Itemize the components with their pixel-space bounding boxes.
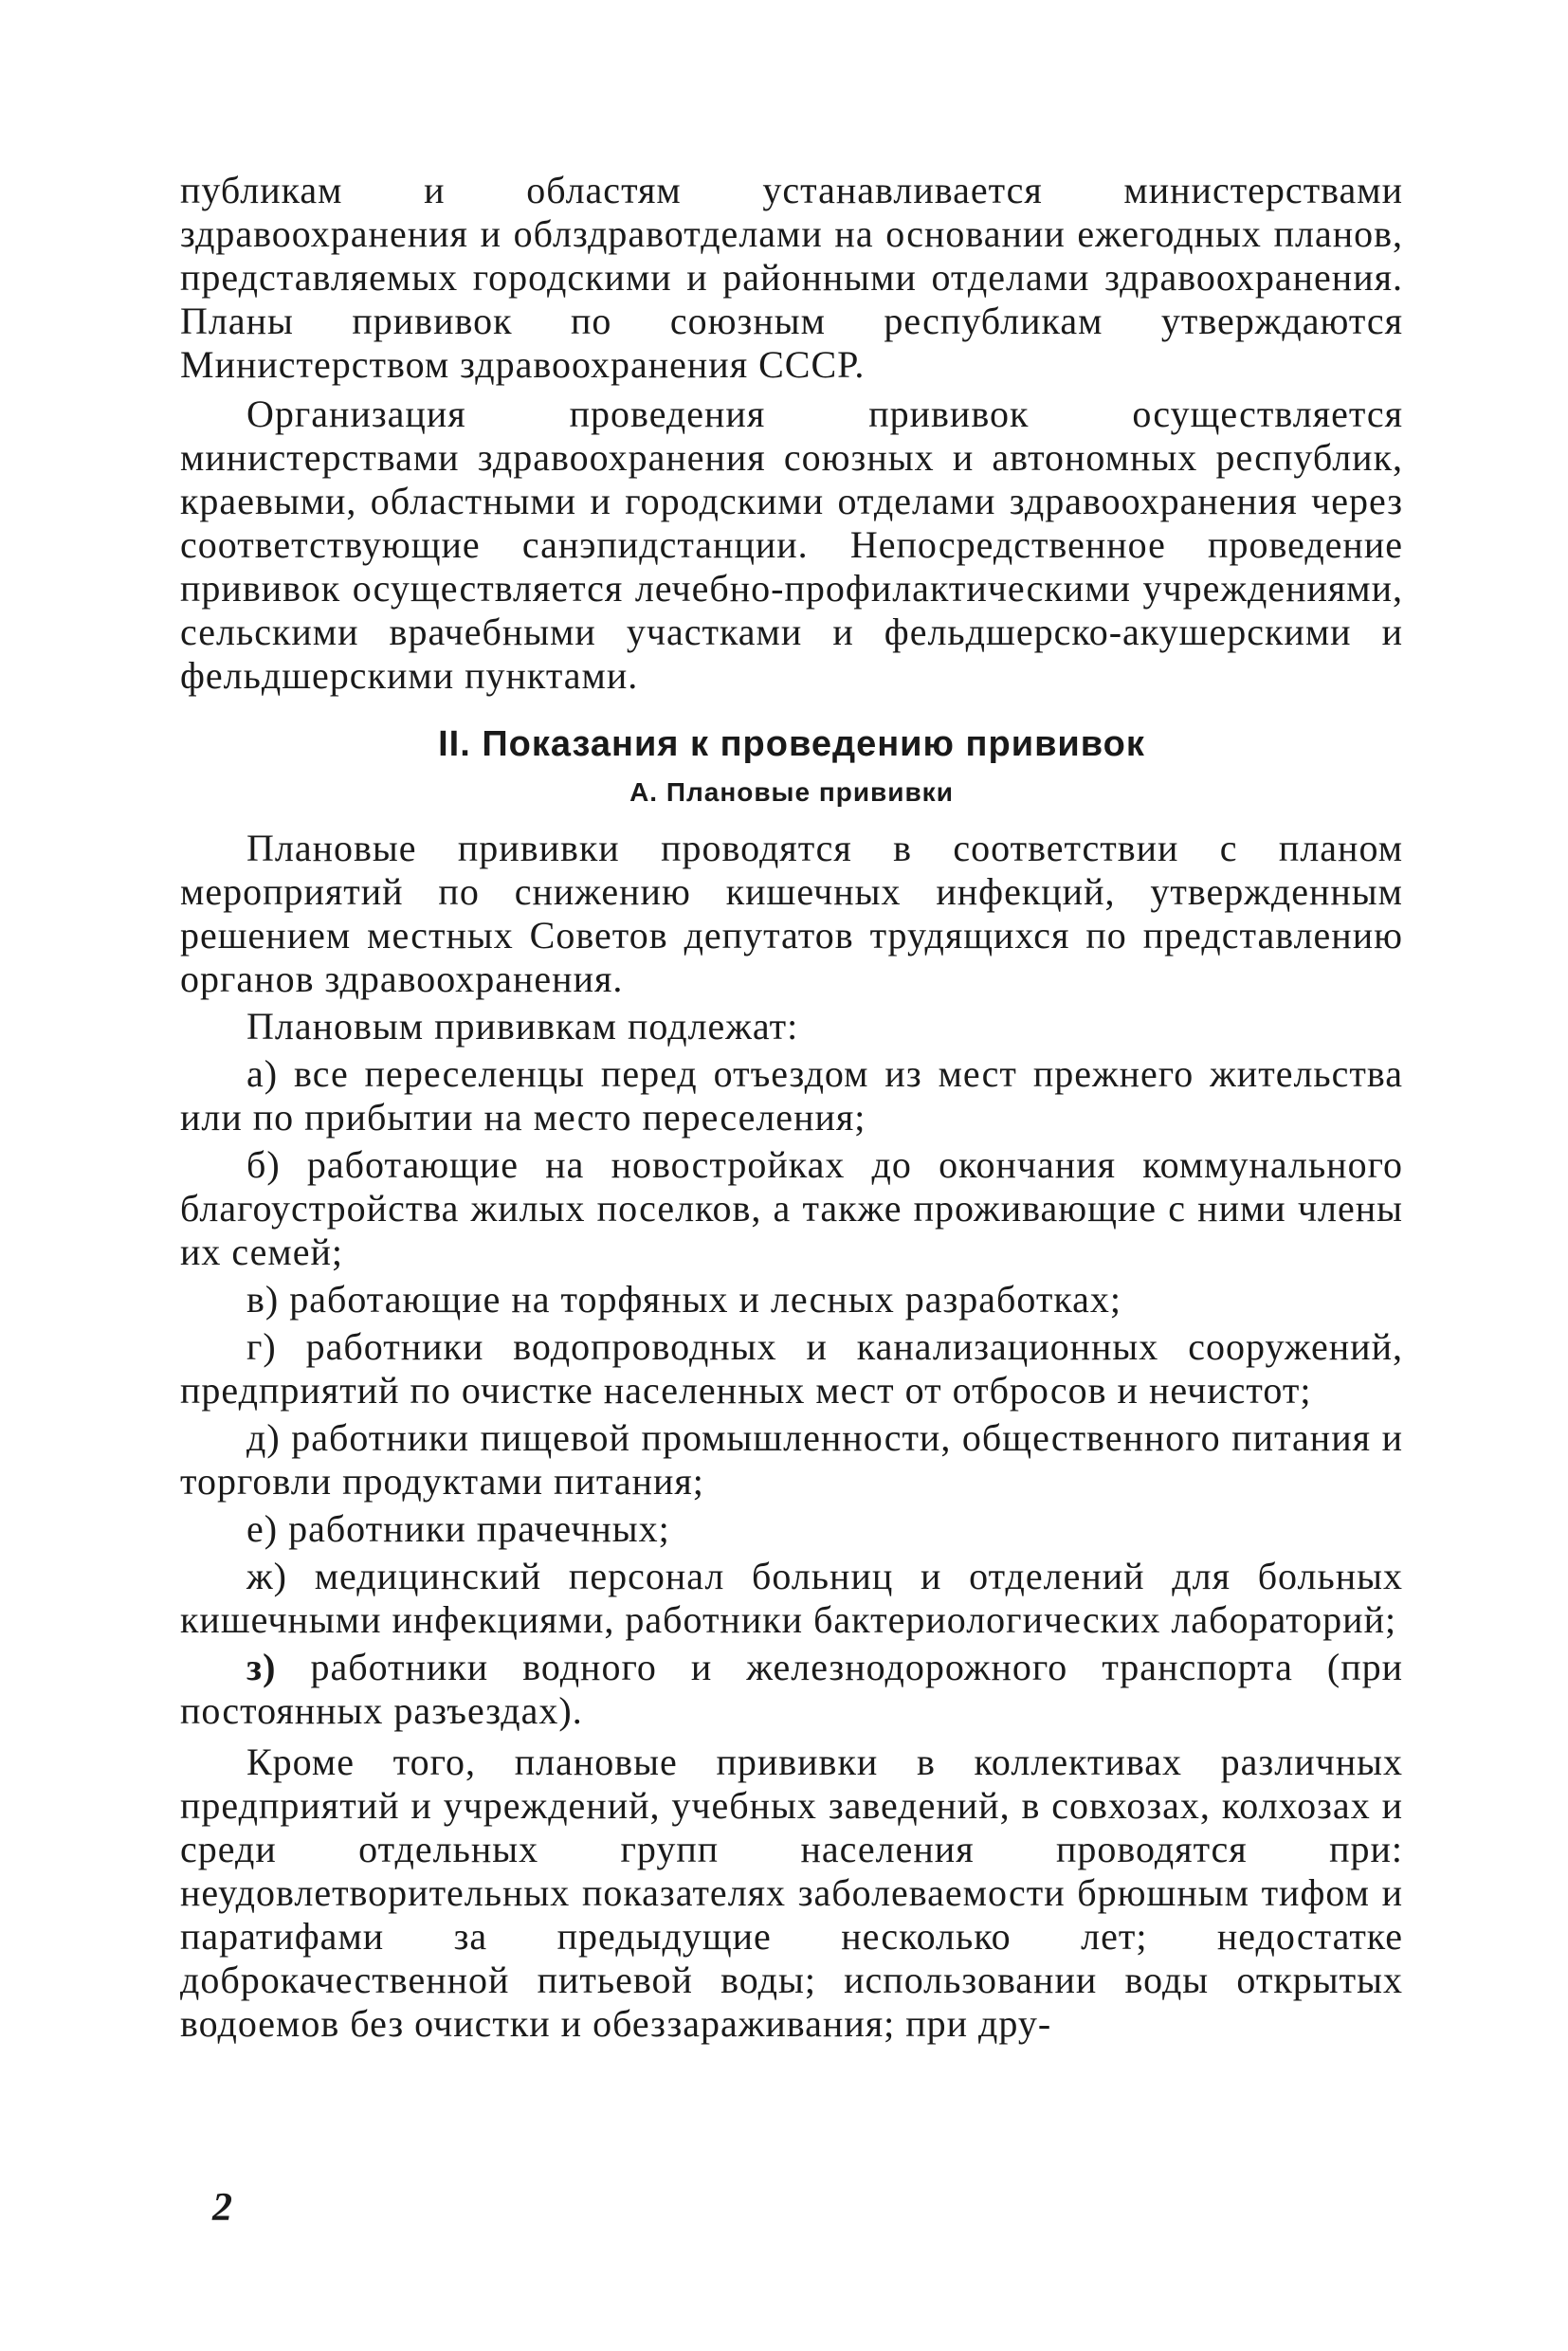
body-text: [180, 169, 1403, 2046]
list-item-text: работающие на торфяных и лесных разработках;: [289, 1278, 1122, 1321]
list-item-text: работники прачечных;: [288, 1507, 670, 1550]
list-marker: а): [246, 1052, 279, 1095]
list-item: [180, 1507, 1403, 1551]
list-marker: в): [246, 1278, 280, 1321]
list-marker: е): [246, 1507, 279, 1550]
list-marker: г): [246, 1325, 277, 1368]
list-marker: б): [246, 1143, 281, 1186]
list-item-text: работающие на новостройках до окончания коммунального благоустройства жилых поселков, а также проживающие с ними члены их семей;: [180, 1143, 1404, 1273]
subsection-heading: А. Плановые прививки: [629, 777, 954, 807]
organization-paragraph: Организация проведения прививок осуществляется министерствами здравоохранения союзных и автономных республик, краевыми, областными и городскими отделами здравоохранения через соответствующие санэпидстанции. Непосредственное проведение прививок осуществляется лечебно-профилактическими учреждениями, сельскими врачебными участками и фельдшерско-акушерскими и фельдшерскими пунктами.: [180, 392, 1403, 697]
list-marker: д): [246, 1416, 281, 1459]
list-item-text: работники пищевой промышленности, общественного питания и торговли продуктами питания;: [180, 1416, 1404, 1503]
list-item-text: работники водопроводных и канализационных сооружений, предприятий по очистке населенных мест от отбросов и нечистот;: [180, 1325, 1403, 1412]
list-item-text: медицинский персонал больниц и отделений для больных кишечными инфекциями, работники бактериологических лабораторий;: [180, 1555, 1403, 1641]
list-marker: з): [246, 1646, 277, 1688]
planned-paragraph: Плановые прививки проводятся в соответствии с планом мероприятий по снижению кишечных инфекций, утвержденным решением местных Советов депутатов трудящихся по представлению органов здравоохранения.: [180, 827, 1403, 1000]
list-item: [180, 1143, 1403, 1274]
additional-paragraph: Кроме того, плановые прививки в коллективах различных предприятий и учреждений, учебных заведений, в совхозах, колхозах и среди отдельных групп населения проводятся при: неудовлетворительных показателях заболеваемости брюшным тифом и паратифами за предыдущие несколько лет; недостатке доброкачественной питьевой воды; использовании воды открытых водоемов без очистки и обеззараживания; при дру-: [180, 1740, 1403, 2045]
list-intro: Плановым прививкам подлежат:: [246, 1005, 799, 1048]
list-item: [180, 1416, 1403, 1504]
page-number: 2: [212, 2186, 232, 2230]
intro-paragraph: публикам и областям устанавливается министерствами здравоохранения и облздравотделами на основании ежегодных планов, представляемых городскими и районными отделами здравоохранения. Планы прививок по союзным республикам утверждаются Министерством здравоохранения СССР.: [180, 169, 1403, 386]
section-heading: II. Показания к проведению прививок: [438, 724, 1145, 764]
list-item: [180, 1646, 1403, 1733]
list-marker: ж): [246, 1555, 287, 1597]
list-item: [180, 1278, 1403, 1321]
list-item-text: все переселенцы перед отъездом из мест прежнего жительства или по прибытии на место переселения;: [180, 1052, 1403, 1139]
list-item: [180, 1325, 1403, 1412]
eligibility-list: [180, 1052, 1403, 1733]
list-item: [180, 1555, 1403, 1642]
list-item-text: работники водного и железнодорожного транспорта (при постоянных разъездах).: [180, 1646, 1404, 1732]
list-item: [180, 1052, 1403, 1139]
